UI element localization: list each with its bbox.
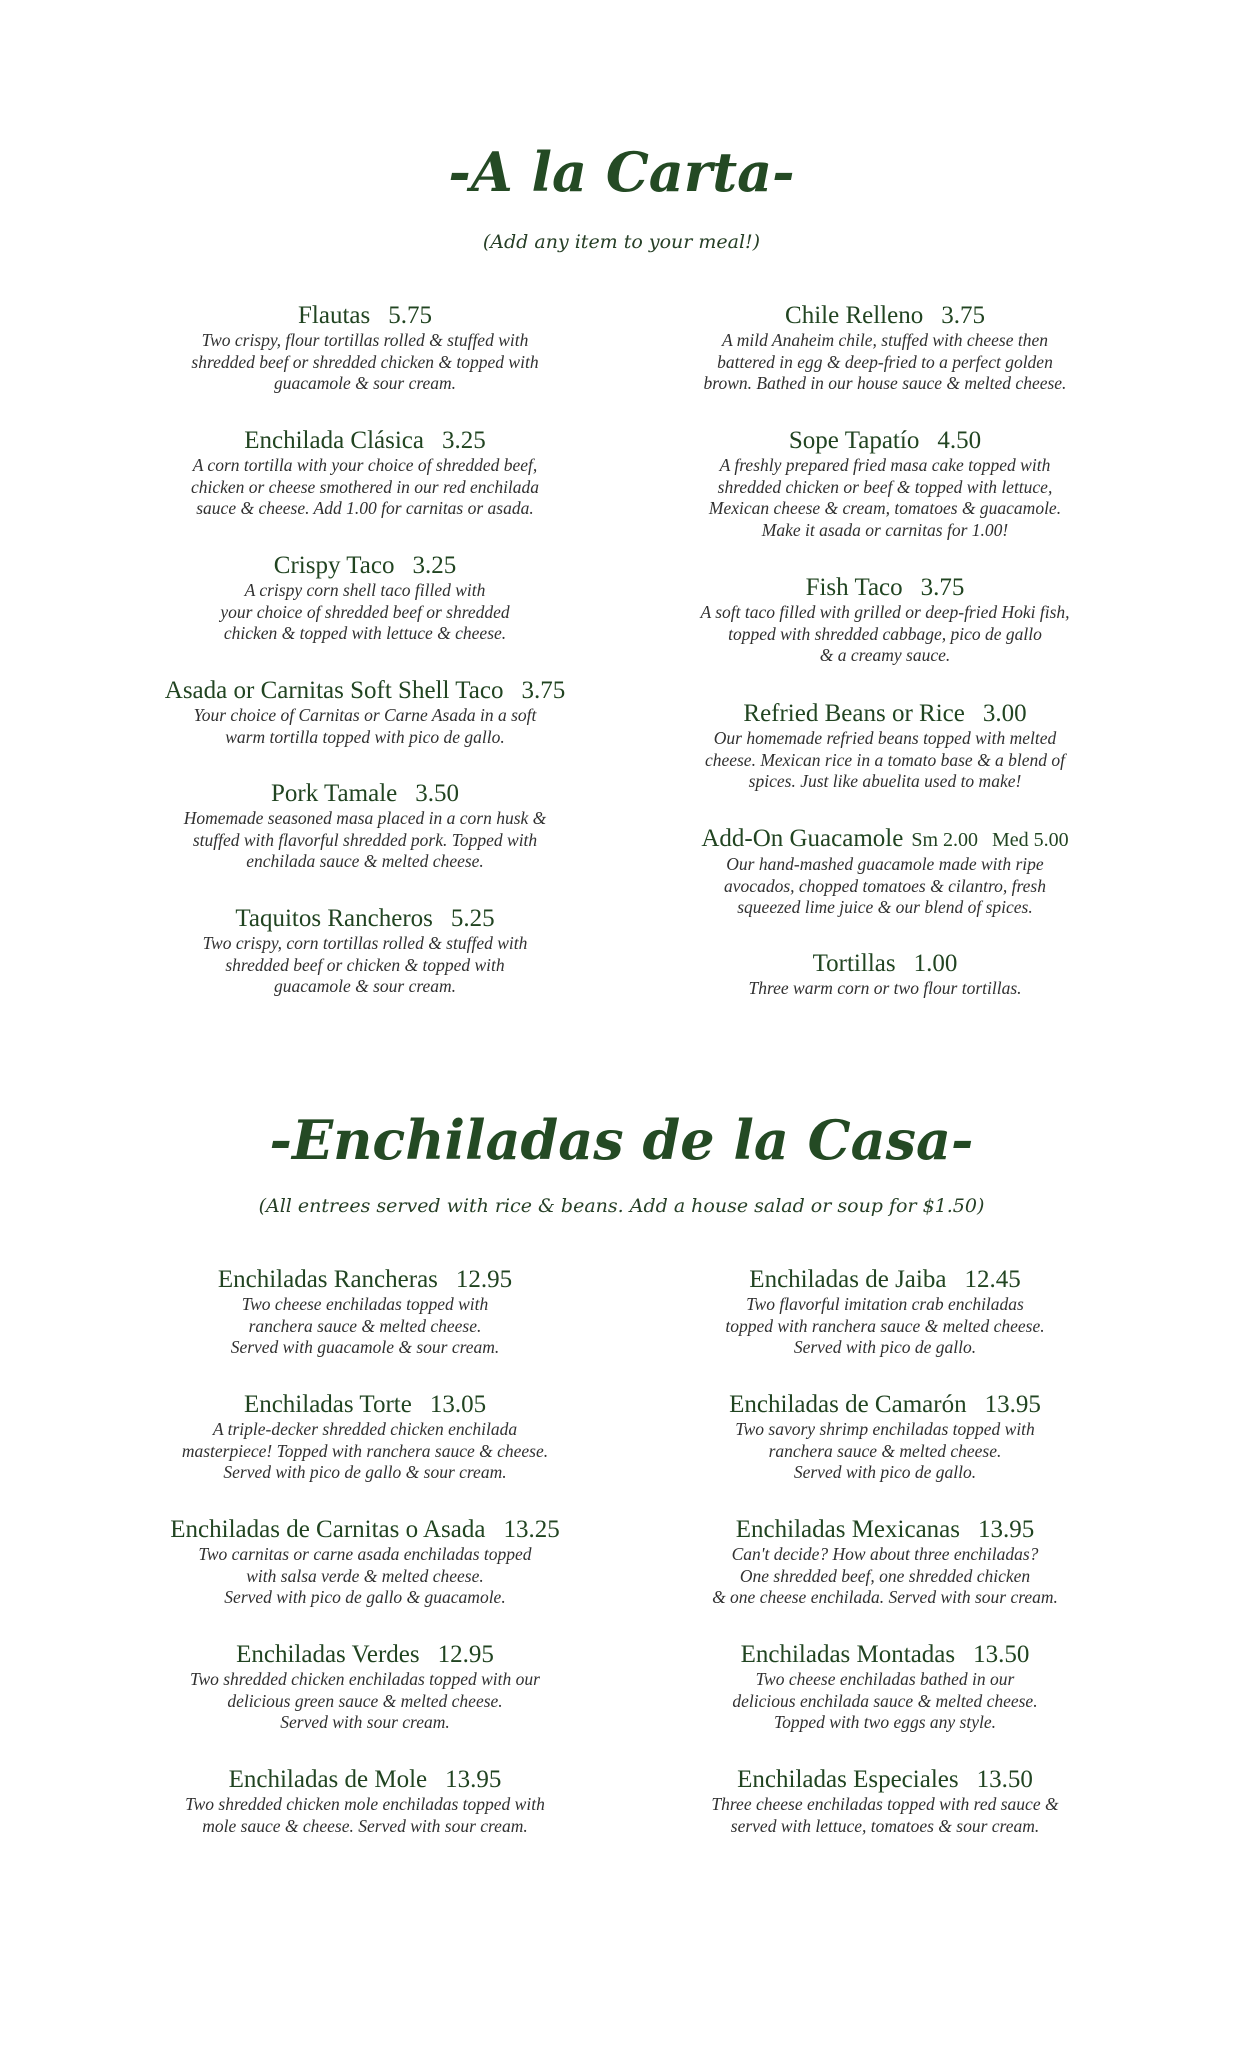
item-desc-line: guacamole & sour cream. xyxy=(273,976,457,996)
menu-item-enchiladas-verdes xyxy=(130,1641,600,1734)
item-price: 13.50 xyxy=(973,1641,1030,1668)
item-desc-line: warm tortilla topped with pico de gallo. xyxy=(225,726,505,747)
item-price: 3.25 xyxy=(412,552,457,579)
menu-item-enchiladas-rancheras xyxy=(130,1266,600,1359)
item-desc-line: enchilada sauce & melted cheese. xyxy=(246,851,484,871)
item-desc-line: squeezed lime juice & our blend of spices. xyxy=(737,897,1033,917)
item-name: Enchiladas de Carnitas o Asada xyxy=(170,1516,486,1543)
item-desc-line: Three cheese enchiladas topped with red sauce & xyxy=(711,1794,1059,1814)
item-desc-line: Two shredded chicken enchiladas topped with our xyxy=(190,1669,540,1689)
item-desc-line: A crispy corn shell taco filled with xyxy=(244,580,486,600)
menu-item-soft-shell-taco xyxy=(130,677,600,748)
item-desc-line: Two cheese enchiladas bathed in our xyxy=(755,1669,1015,1689)
item-desc-line: brown. Bathed in our house sauce & melted cheese. xyxy=(703,373,1067,393)
item-desc-line: spices. Just like abuelita used to make! xyxy=(748,771,1022,791)
item-price: 3.75 xyxy=(941,302,985,329)
item-desc-line: battered in egg & deep-fried to a perfect golden xyxy=(717,351,1053,372)
item-desc-line: Two crispy, flour tortillas rolled & stuffed with xyxy=(201,330,529,350)
item-name: Enchiladas Rancheras xyxy=(217,1266,438,1293)
item-name: Enchiladas Torte xyxy=(243,1391,412,1418)
item-desc-line: Served with pico de gallo & guacamole. xyxy=(224,1587,506,1607)
menu-item-enchiladas-de-mole xyxy=(130,1766,600,1837)
item-desc-line: Served with pico de gallo. xyxy=(793,1462,977,1482)
enchiladas-subtitle: (All entrees served with rice & beans. Add a house salad or soup for $1.50) xyxy=(258,1195,985,1217)
item-price: 13.95 xyxy=(445,1766,502,1793)
item-price: 3.25 xyxy=(442,427,486,454)
item-desc-line: delicious green sauce & melted cheese. xyxy=(227,1690,503,1711)
item-desc-line: One shredded beef, one shredded chicken xyxy=(739,1565,1031,1586)
item-desc-line: Make it asada or carnitas for 1.00! xyxy=(761,519,1009,540)
item-desc-line: your choice of shredded beef or shredded xyxy=(220,601,510,622)
a-la-carta-title: -A la Carta- xyxy=(448,140,795,204)
item-desc-line: chicken or cheese smothered in our red enchilada xyxy=(190,476,540,497)
menu-item-enchiladas-mexicanas xyxy=(650,1516,1120,1609)
menu-item-enchiladas-especiales xyxy=(650,1766,1120,1837)
menu-item-taquitos-rancheros xyxy=(130,905,600,998)
item-price: 4.50 xyxy=(937,427,982,454)
menu-item-crispy-taco xyxy=(130,552,600,645)
item-name: Refried Beans or Rice xyxy=(743,700,965,727)
menu-item-tortillas xyxy=(650,950,1120,1000)
item-desc-line: Homemade seasoned masa placed in a corn husk & xyxy=(183,808,547,828)
item-price: 3.00 xyxy=(982,700,1027,727)
menu-item-enchiladas-torte xyxy=(130,1391,600,1484)
item-price: 12.95 xyxy=(455,1266,513,1293)
item-desc-line: A mild Anaheim chile, stuffed with cheese then xyxy=(722,330,1048,350)
item-price: 3.50 xyxy=(415,780,459,807)
item-price: 13.25 xyxy=(503,1516,560,1543)
item-desc-line: A soft taco filled with grilled or deep-fried Hoki fish, xyxy=(700,602,1070,622)
item-price-small: Sm 2.00 xyxy=(911,829,979,851)
item-desc-line: with salsa verde & melted cheese. xyxy=(246,1565,484,1586)
item-desc-line: & a creamy sauce. xyxy=(819,645,951,665)
item-price: 12.45 xyxy=(964,1266,1021,1293)
item-desc-line: shredded chicken or beef & topped with lettuce, xyxy=(717,476,1053,497)
item-desc-line: chicken & topped with lettuce & cheese. xyxy=(223,623,507,643)
menu-item-add-on-guacamole xyxy=(650,825,1120,919)
item-desc-line: topped with ranchera sauce & melted cheese. xyxy=(725,1315,1045,1336)
menu-item-fish-taco xyxy=(650,574,1120,667)
item-name: Asada or Carnitas Soft Shell Taco xyxy=(164,677,504,704)
menu-item-enchilada-clasica xyxy=(130,427,600,520)
item-name: Sope Tapatío xyxy=(788,427,920,454)
item-desc-line: Topped with two eggs any style. xyxy=(774,1712,996,1732)
menu-item-chile-relleno xyxy=(650,302,1120,395)
item-desc-line: Two carnitas or carne asada enchiladas topped xyxy=(198,1544,532,1564)
item-desc-line: served with lettuce, tomatoes & sour cream. xyxy=(730,1815,1040,1836)
item-desc-line: Two cheese enchiladas topped with xyxy=(241,1294,489,1314)
item-name: Enchiladas de Mole xyxy=(228,1766,428,1793)
enchiladas-title: -Enchiladas de la Casa- xyxy=(269,1108,974,1172)
item-desc-line: mole sauce & cheese. Served with sour cream. xyxy=(202,1815,528,1836)
a-la-carta-header xyxy=(0,140,1243,254)
item-desc-line: ranchera sauce & melted cheese. xyxy=(248,1315,482,1336)
item-desc-line: & one cheese enchilada. Served with sour cream. xyxy=(712,1587,1058,1607)
item-name: Enchiladas Especiales xyxy=(737,1766,959,1793)
item-name: Flautas xyxy=(298,302,371,329)
item-desc-line: delicious enchilada sauce & melted cheese. xyxy=(732,1690,1038,1711)
item-desc-line: A triple-decker shredded chicken enchilada xyxy=(212,1419,518,1439)
item-desc-line: stuffed with flavorful shredded pork. Topped with xyxy=(192,829,538,850)
item-desc-line: Two savory shrimp enchiladas topped with xyxy=(735,1419,1035,1439)
item-desc-line: topped with shredded cabbage, pico de gallo xyxy=(728,623,1042,644)
item-name: Enchiladas Verdes xyxy=(236,1641,420,1668)
item-name: Enchiladas de Camarón xyxy=(729,1391,967,1418)
item-name: Pork Tamale xyxy=(271,780,398,807)
item-price-medium: Med 5.00 xyxy=(992,829,1069,851)
item-desc-line: ranchera sauce & melted cheese. xyxy=(768,1440,1002,1461)
item-name: Chile Relleno xyxy=(785,302,924,329)
item-price: 1.00 xyxy=(913,950,958,977)
menu-item-refried-beans-or-rice xyxy=(650,700,1120,793)
item-desc-line: Three warm corn or two flour tortillas. xyxy=(748,978,1022,998)
item-desc-line: Served with pico de gallo & sour cream. xyxy=(223,1462,507,1482)
item-name: Enchiladas Montadas xyxy=(740,1641,956,1668)
menu-item-flautas xyxy=(130,302,600,395)
item-desc-line: shredded beef or shredded chicken & topped with xyxy=(191,351,539,372)
item-desc-line: cheese. Mexican rice in a tomato base & a blend of xyxy=(704,749,1066,770)
item-desc-line: Mexican cheese & cream, tomatoes & guacamole. xyxy=(708,498,1062,518)
menu-item-enchiladas-montadas xyxy=(650,1641,1120,1734)
item-desc-line: Your choice of Carnitas or Carne Asada in a soft xyxy=(193,705,537,725)
item-desc-line: Our hand-mashed guacamole made with ripe xyxy=(726,854,1044,874)
item-desc-line: shredded beef or chicken & topped with xyxy=(225,954,505,975)
item-price: 12.95 xyxy=(437,1641,494,1668)
item-desc-line: Two shredded chicken mole enchiladas topped with xyxy=(185,1794,545,1814)
enchiladas-header xyxy=(0,1108,1243,1218)
item-price: 5.25 xyxy=(450,905,495,932)
item-name: Add-On Guacamole xyxy=(701,825,904,852)
item-price: 3.75 xyxy=(521,677,566,704)
item-price: 3.75 xyxy=(920,574,965,601)
item-name: Tortillas xyxy=(812,950,896,977)
menu-item-pork-tamale xyxy=(130,780,600,873)
item-desc-line: Two crispy, corn tortillas rolled & stuffed with xyxy=(202,933,528,953)
item-desc-line: Our homemade refried beans topped with melted xyxy=(713,728,1057,748)
item-desc-line: masterpiece! Topped with ranchera sauce & cheese. xyxy=(181,1440,549,1461)
item-name: Enchiladas de Jaiba xyxy=(749,1266,947,1293)
menu-item-enchiladas-de-jaiba xyxy=(650,1266,1120,1359)
item-desc-line: guacamole & sour cream. xyxy=(273,373,457,393)
item-desc-line: sauce & cheese. Add 1.00 for carnitas or asada. xyxy=(196,498,534,518)
item-name: Crispy Taco xyxy=(273,552,395,579)
item-name: Fish Taco xyxy=(805,574,903,601)
item-price: 13.95 xyxy=(984,1391,1041,1418)
item-desc-line: A corn tortilla with your choice of shredded beef, xyxy=(192,455,538,475)
item-name: Taquitos Rancheros xyxy=(235,905,433,932)
item-desc-line: Served with pico de gallo. xyxy=(793,1337,977,1357)
item-desc-line: Can't decide? How about three enchiladas? xyxy=(731,1544,1039,1564)
item-price: 13.95 xyxy=(977,1516,1035,1543)
menu-item-enchiladas-de-camaron xyxy=(650,1391,1120,1484)
item-name: Enchiladas Mexicanas xyxy=(735,1516,960,1543)
menu-item-enchiladas-carnitas-asada xyxy=(130,1516,600,1609)
menu-item-sope-tapatio xyxy=(650,427,1120,541)
item-price: 13.05 xyxy=(429,1391,487,1418)
item-price: 13.50 xyxy=(976,1766,1033,1793)
item-desc-line: A freshly prepared fried masa cake topped with xyxy=(719,455,1051,475)
item-desc-line: avocados, chopped tomatoes & cilantro, fresh xyxy=(724,875,1046,896)
item-desc-line: Served with sour cream. xyxy=(280,1712,450,1732)
a-la-carta-subtitle: (Add any item to your meal!) xyxy=(482,231,761,253)
item-desc-line: Two flavorful imitation crab enchiladas xyxy=(746,1294,1024,1314)
item-name: Enchilada Clásica xyxy=(244,427,425,454)
item-price: 5.75 xyxy=(388,302,432,329)
item-desc-line: Served with guacamole & sour cream. xyxy=(230,1337,500,1357)
